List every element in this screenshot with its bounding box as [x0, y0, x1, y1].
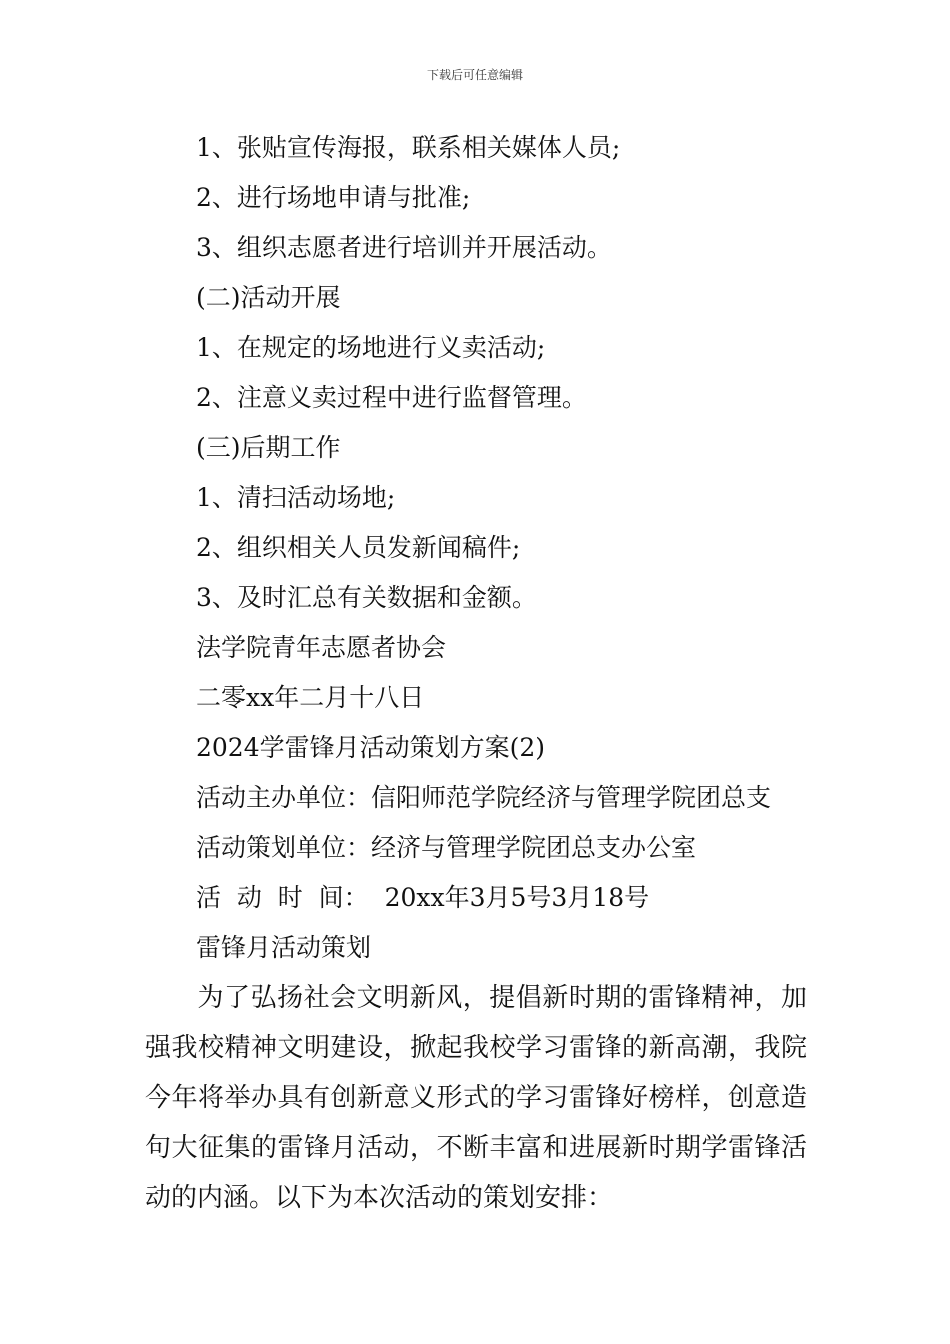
section-heading-later-work: (三)后期工作 — [196, 433, 341, 462]
list-item-activity-2: 2、注意义卖过程中进行监督管理。 — [196, 383, 587, 412]
section-heading-activity: (二)活动开展 — [196, 283, 341, 312]
planner-line: 活动策划单位：经济与管理学院团总支办公室 — [196, 833, 697, 862]
signature-date: 二零xx年二月十八日 — [196, 683, 425, 712]
activity-time-line: 活 动 时 间： 20xx年3月5号3月18号 — [196, 883, 650, 912]
page-header-note: 下载后可任意编辑 — [426, 68, 523, 82]
plan-title: 2024学雷锋月活动策划方案(2) — [196, 733, 546, 762]
intro-paragraph — [145, 973, 807, 1223]
list-item-prep-3: 3、组织志愿者进行培训并开展活动。 — [196, 233, 612, 262]
list-item-activity-1: 1、在规定的场地进行义卖活动; — [196, 333, 546, 362]
list-item-later-2: 2、组织相关人员发新闻稿件; — [196, 533, 521, 562]
list-item-later-1: 1、清扫活动场地; — [196, 483, 396, 512]
section-heading-plan: 雷锋月活动策划 — [196, 933, 372, 962]
list-item-prep-1: 1、张贴宣传海报，联系相关媒体人员; — [196, 133, 621, 162]
list-item-prep-2: 2、进行场地申请与批准; — [196, 183, 471, 212]
list-item-later-3: 3、及时汇总有关数据和金额。 — [196, 583, 537, 612]
organization-signature: 法学院青年志愿者协会 — [196, 633, 447, 662]
intro-paragraph-text: 为了弘扬社会文明新风，提倡新时期的雷锋精神，加强我校精神文明建设，掀起我校学习雷锋的新高潮，我院今年将举办具有创新意义形式的学习雷锋好榜样，创意造句大征集的雷锋月活动，不断丰富和进展新时期学雷锋活动的内涵。以下为本次活动的策划安排： — [145, 983, 807, 1213]
organizer-line: 活动主办单位：信阳师范学院经济与管理学院团总支 — [196, 783, 772, 812]
